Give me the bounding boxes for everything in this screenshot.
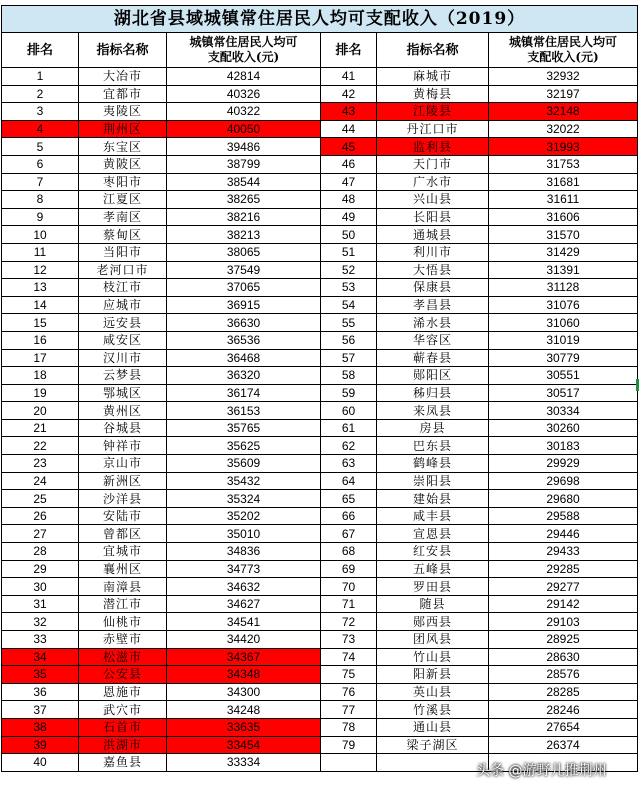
income-value-cell: 28246 bbox=[489, 701, 638, 719]
income-value-cell: 37549 bbox=[167, 261, 321, 279]
table-row bbox=[2, 701, 638, 719]
income-value-cell: 38065 bbox=[167, 243, 321, 261]
table-row bbox=[2, 314, 638, 332]
county-name-cell bbox=[377, 754, 489, 772]
income-value-cell: 40322 bbox=[167, 103, 321, 121]
table-row bbox=[2, 578, 638, 596]
county-name-cell: 英山县 bbox=[377, 683, 489, 701]
table-row bbox=[2, 296, 638, 314]
rank-cell: 75 bbox=[321, 666, 377, 684]
income-value-cell: 31993 bbox=[489, 138, 638, 156]
county-name-cell: 梁子湖区 bbox=[377, 736, 489, 754]
rank-cell: 74 bbox=[321, 648, 377, 666]
income-header-right bbox=[489, 33, 638, 68]
county-name-cell: 仙桃市 bbox=[79, 613, 167, 631]
rank-cell: 9 bbox=[2, 208, 79, 226]
table-row bbox=[2, 490, 638, 508]
income-value-cell: 31076 bbox=[489, 296, 638, 314]
income-value-cell: 36468 bbox=[167, 349, 321, 367]
table-row bbox=[2, 419, 638, 437]
rank-cell: 53 bbox=[321, 279, 377, 297]
income-value-cell: 29929 bbox=[489, 455, 638, 473]
table-row bbox=[2, 243, 638, 261]
table-row bbox=[2, 103, 638, 121]
income-value-cell: 35765 bbox=[167, 419, 321, 437]
rank-cell: 70 bbox=[321, 578, 377, 596]
county-name-cell: 洪湖市 bbox=[79, 736, 167, 754]
table-row bbox=[2, 683, 638, 701]
county-name-cell: 天门市 bbox=[377, 155, 489, 173]
rank-cell: 51 bbox=[321, 243, 377, 261]
county-name-cell: 孝南区 bbox=[79, 208, 167, 226]
table-row bbox=[2, 437, 638, 455]
county-name-cell: 新洲区 bbox=[79, 472, 167, 490]
rank-cell: 55 bbox=[321, 314, 377, 332]
rank-cell: 15 bbox=[2, 314, 79, 332]
rank-cell: 6 bbox=[2, 155, 79, 173]
county-name-cell: 当阳市 bbox=[79, 243, 167, 261]
rank-cell: 18 bbox=[2, 367, 79, 385]
county-name-cell: 丹江口市 bbox=[377, 120, 489, 138]
income-value-cell: 35010 bbox=[167, 525, 321, 543]
county-name-cell: 汉川市 bbox=[79, 349, 167, 367]
income-value-cell: 39486 bbox=[167, 138, 321, 156]
rank-cell: 38 bbox=[2, 718, 79, 736]
rank-header-right: 排名 bbox=[321, 33, 377, 68]
income-header-right-line1: 城镇常住居民人均可 bbox=[509, 35, 618, 49]
rank-cell: 32 bbox=[2, 613, 79, 631]
county-name-cell: 嘉鱼县 bbox=[79, 754, 167, 772]
rank-cell: 28 bbox=[2, 543, 79, 561]
income-value-cell: 31681 bbox=[489, 173, 638, 191]
county-name-cell: 谷城县 bbox=[79, 419, 167, 437]
income-value-cell: 34836 bbox=[167, 543, 321, 561]
county-name-cell: 房县 bbox=[377, 419, 489, 437]
income-value-cell: 31391 bbox=[489, 261, 638, 279]
county-name-cell: 松滋市 bbox=[79, 648, 167, 666]
county-name-cell: 阳新县 bbox=[377, 666, 489, 684]
rank-cell: 59 bbox=[321, 384, 377, 402]
county-name-cell: 京山市 bbox=[79, 455, 167, 473]
county-name-cell: 黄州区 bbox=[79, 402, 167, 420]
income-value-cell: 36536 bbox=[167, 331, 321, 349]
income-value-cell: 35432 bbox=[167, 472, 321, 490]
income-value-cell: 31060 bbox=[489, 314, 638, 332]
county-name-cell: 通城县 bbox=[377, 226, 489, 244]
county-name-cell: 荆州区 bbox=[79, 120, 167, 138]
table-row bbox=[2, 279, 638, 297]
rank-cell: 17 bbox=[2, 349, 79, 367]
income-value-cell: 29103 bbox=[489, 613, 638, 631]
table-row bbox=[2, 138, 638, 156]
income-value-cell: 38544 bbox=[167, 173, 321, 191]
income-header bbox=[167, 33, 321, 68]
income-value-cell: 34348 bbox=[167, 666, 321, 684]
rank-cell: 23 bbox=[2, 455, 79, 473]
rank-cell: 57 bbox=[321, 349, 377, 367]
rank-cell: 58 bbox=[321, 367, 377, 385]
rank-cell: 73 bbox=[321, 631, 377, 649]
income-value-cell: 31611 bbox=[489, 191, 638, 209]
county-name-cell: 崇阳县 bbox=[377, 472, 489, 490]
income-value-cell: 29446 bbox=[489, 525, 638, 543]
rank-cell: 47 bbox=[321, 173, 377, 191]
county-name-cell: 孝昌县 bbox=[377, 296, 489, 314]
county-name-cell: 夷陵区 bbox=[79, 103, 167, 121]
county-name-cell: 郧阳区 bbox=[377, 367, 489, 385]
income-value-cell: 33454 bbox=[167, 736, 321, 754]
county-name-cell: 蔡甸区 bbox=[79, 226, 167, 244]
rank-cell: 19 bbox=[2, 384, 79, 402]
income-value-cell: 28630 bbox=[489, 648, 638, 666]
income-value-cell: 34632 bbox=[167, 578, 321, 596]
watermark: 头条 @游野儿推荆州 bbox=[476, 763, 607, 779]
income-value-cell: 35609 bbox=[167, 455, 321, 473]
income-header-line1: 城镇常住居民人均可 bbox=[189, 35, 298, 49]
county-name-cell: 武穴市 bbox=[79, 701, 167, 719]
income-value-cell: 31753 bbox=[489, 155, 638, 173]
table-row bbox=[2, 155, 638, 173]
income-value-cell: 36174 bbox=[167, 384, 321, 402]
rank-cell: 43 bbox=[321, 103, 377, 121]
county-name-cell: 宜城市 bbox=[79, 543, 167, 561]
county-name-cell: 保康县 bbox=[377, 279, 489, 297]
rank-cell: 40 bbox=[2, 754, 79, 772]
table-row bbox=[2, 349, 638, 367]
income-value-cell: 33334 bbox=[167, 754, 321, 772]
income-value-cell: 40050 bbox=[167, 120, 321, 138]
income-value-cell: 40326 bbox=[167, 85, 321, 103]
income-value-cell: 34420 bbox=[167, 631, 321, 649]
table-row bbox=[2, 718, 638, 736]
rank-cell: 8 bbox=[2, 191, 79, 209]
income-value-cell: 37065 bbox=[167, 279, 321, 297]
rank-cell: 62 bbox=[321, 437, 377, 455]
rank-cell: 1 bbox=[2, 68, 79, 86]
income-value-cell: 35324 bbox=[167, 490, 321, 508]
rank-cell: 29 bbox=[2, 560, 79, 578]
county-name-cell: 咸安区 bbox=[79, 331, 167, 349]
county-name-cell: 利川市 bbox=[377, 243, 489, 261]
county-name-cell: 鹤峰县 bbox=[377, 455, 489, 473]
rank-cell: 11 bbox=[2, 243, 79, 261]
income-value-cell: 38216 bbox=[167, 208, 321, 226]
rank-cell: 46 bbox=[321, 155, 377, 173]
income-value-cell: 36630 bbox=[167, 314, 321, 332]
county-name-cell: 黄梅县 bbox=[377, 85, 489, 103]
income-value-cell: 27654 bbox=[489, 718, 638, 736]
county-name-cell: 长阳县 bbox=[377, 208, 489, 226]
rank-cell: 76 bbox=[321, 683, 377, 701]
county-name-cell: 随县 bbox=[377, 595, 489, 613]
table-row bbox=[2, 560, 638, 578]
rank-header: 排名 bbox=[2, 33, 79, 68]
income-header-right-line2: 支配收入(元) bbox=[527, 50, 599, 64]
income-value-cell: 28285 bbox=[489, 683, 638, 701]
table-row bbox=[2, 208, 638, 226]
income-value-cell: 32197 bbox=[489, 85, 638, 103]
county-name-cell: 大悟县 bbox=[377, 261, 489, 279]
county-name-cell: 大冶市 bbox=[79, 68, 167, 86]
rank-cell: 21 bbox=[2, 419, 79, 437]
county-name-cell: 赤壁市 bbox=[79, 631, 167, 649]
county-name-cell: 罗田县 bbox=[377, 578, 489, 596]
rank-cell: 22 bbox=[2, 437, 79, 455]
county-name-cell: 潜江市 bbox=[79, 595, 167, 613]
rank-cell: 26 bbox=[2, 507, 79, 525]
county-name-cell: 蕲春县 bbox=[377, 349, 489, 367]
rank-cell: 56 bbox=[321, 331, 377, 349]
rank-cell: 66 bbox=[321, 507, 377, 525]
income-value-cell: 31019 bbox=[489, 331, 638, 349]
county-name-cell: 枝江市 bbox=[79, 279, 167, 297]
name-header-right: 指标名称 bbox=[377, 33, 489, 68]
table-row bbox=[2, 226, 638, 244]
table-row bbox=[2, 736, 638, 754]
county-name-cell: 襄州区 bbox=[79, 560, 167, 578]
table-row bbox=[2, 507, 638, 525]
rank-cell: 48 bbox=[321, 191, 377, 209]
rank-cell: 64 bbox=[321, 472, 377, 490]
county-name-cell: 沙洋县 bbox=[79, 490, 167, 508]
income-value-cell: 29698 bbox=[489, 472, 638, 490]
county-name-cell: 云梦县 bbox=[79, 367, 167, 385]
county-name-cell: 恩施市 bbox=[79, 683, 167, 701]
income-header-line2: 支配收入(元) bbox=[207, 50, 280, 64]
table-row bbox=[2, 173, 638, 191]
rank-cell: 27 bbox=[2, 525, 79, 543]
rank-cell: 34 bbox=[2, 648, 79, 666]
income-value-cell: 29433 bbox=[489, 543, 638, 561]
county-name-cell: 枣阳市 bbox=[79, 173, 167, 191]
income-value-cell: 30260 bbox=[489, 419, 638, 437]
county-name-cell: 五峰县 bbox=[377, 560, 489, 578]
rank-cell: 36 bbox=[2, 683, 79, 701]
county-name-cell: 南漳县 bbox=[79, 578, 167, 596]
rank-cell: 24 bbox=[2, 472, 79, 490]
rank-cell: 13 bbox=[2, 279, 79, 297]
income-value-cell: 34773 bbox=[167, 560, 321, 578]
rank-cell: 25 bbox=[2, 490, 79, 508]
table-row bbox=[2, 472, 638, 490]
rank-cell: 63 bbox=[321, 455, 377, 473]
rank-cell: 31 bbox=[2, 595, 79, 613]
rank-cell: 4 bbox=[2, 120, 79, 138]
county-name-cell: 远安县 bbox=[79, 314, 167, 332]
county-name-cell: 江陵县 bbox=[377, 103, 489, 121]
county-name-cell: 公安县 bbox=[79, 666, 167, 684]
county-name-cell: 广水市 bbox=[377, 173, 489, 191]
rank-cell: 39 bbox=[2, 736, 79, 754]
rank-cell: 77 bbox=[321, 701, 377, 719]
table-row bbox=[2, 525, 638, 543]
income-value-cell: 32932 bbox=[489, 68, 638, 86]
table-row bbox=[2, 85, 638, 103]
header-row bbox=[2, 33, 638, 68]
table-row bbox=[2, 455, 638, 473]
county-name-cell: 钟祥市 bbox=[79, 437, 167, 455]
income-value-cell: 30334 bbox=[489, 402, 638, 420]
table-row bbox=[2, 666, 638, 684]
table-row bbox=[2, 595, 638, 613]
income-value-cell: 31128 bbox=[489, 279, 638, 297]
county-name-cell: 应城市 bbox=[79, 296, 167, 314]
table-row bbox=[2, 191, 638, 209]
income-value-cell: 36153 bbox=[167, 402, 321, 420]
table-row bbox=[2, 648, 638, 666]
county-name-cell: 红安县 bbox=[377, 543, 489, 561]
income-value-cell: 34541 bbox=[167, 613, 321, 631]
county-name-cell: 石首市 bbox=[79, 718, 167, 736]
income-value-cell: 38213 bbox=[167, 226, 321, 244]
rank-cell: 42 bbox=[321, 85, 377, 103]
income-value-cell: 36320 bbox=[167, 367, 321, 385]
county-name-cell: 东宝区 bbox=[79, 138, 167, 156]
county-name-cell: 鄂城区 bbox=[79, 384, 167, 402]
rank-cell: 61 bbox=[321, 419, 377, 437]
rank-cell: 10 bbox=[2, 226, 79, 244]
county-name-cell: 浠水县 bbox=[377, 314, 489, 332]
income-value-cell: 29142 bbox=[489, 595, 638, 613]
income-value-cell: 30517 bbox=[489, 384, 638, 402]
income-value-cell: 26374 bbox=[489, 736, 638, 754]
income-value-cell: 34300 bbox=[167, 683, 321, 701]
income-value-cell: 29588 bbox=[489, 507, 638, 525]
rank-cell: 52 bbox=[321, 261, 377, 279]
income-value-cell: 38265 bbox=[167, 191, 321, 209]
county-name-cell: 黄陂区 bbox=[79, 155, 167, 173]
income-value-cell: 35625 bbox=[167, 437, 321, 455]
county-name-cell: 郧西县 bbox=[377, 613, 489, 631]
income-value-cell: 31429 bbox=[489, 243, 638, 261]
county-name-cell: 曾都区 bbox=[79, 525, 167, 543]
rank-cell: 69 bbox=[321, 560, 377, 578]
county-name-cell: 老河口市 bbox=[79, 261, 167, 279]
rank-cell: 65 bbox=[321, 490, 377, 508]
income-value-cell: 28576 bbox=[489, 666, 638, 684]
rank-cell: 7 bbox=[2, 173, 79, 191]
rank-cell: 50 bbox=[321, 226, 377, 244]
income-value-cell: 42814 bbox=[167, 68, 321, 86]
county-name-cell: 江夏区 bbox=[79, 191, 167, 209]
county-name-cell: 巴东县 bbox=[377, 437, 489, 455]
rank-cell: 14 bbox=[2, 296, 79, 314]
table-row bbox=[2, 384, 638, 402]
county-name-cell: 建始县 bbox=[377, 490, 489, 508]
income-value-cell: 29285 bbox=[489, 560, 638, 578]
income-value-cell: 36915 bbox=[167, 296, 321, 314]
rank-cell: 54 bbox=[321, 296, 377, 314]
county-name-cell: 来凤县 bbox=[377, 402, 489, 420]
county-name-cell: 安陆市 bbox=[79, 507, 167, 525]
table-row bbox=[2, 68, 638, 86]
table-row bbox=[2, 613, 638, 631]
rank-cell: 49 bbox=[321, 208, 377, 226]
rank-cell: 12 bbox=[2, 261, 79, 279]
income-value-cell: 29680 bbox=[489, 490, 638, 508]
income-value-cell: 30551 bbox=[489, 367, 638, 385]
table-row bbox=[2, 261, 638, 279]
income-value-cell: 29277 bbox=[489, 578, 638, 596]
table-row bbox=[2, 543, 638, 561]
title-row bbox=[2, 6, 638, 33]
income-value-cell: 35202 bbox=[167, 507, 321, 525]
table-row bbox=[2, 331, 638, 349]
county-name-cell: 宜都市 bbox=[79, 85, 167, 103]
county-name-cell: 竹溪县 bbox=[377, 701, 489, 719]
income-value-cell: 34627 bbox=[167, 595, 321, 613]
rank-cell: 68 bbox=[321, 543, 377, 561]
county-name-cell: 团风县 bbox=[377, 631, 489, 649]
rank-cell: 37 bbox=[2, 701, 79, 719]
rank-cell: 2 bbox=[2, 85, 79, 103]
rank-cell: 30 bbox=[2, 578, 79, 596]
county-name-cell: 华容区 bbox=[377, 331, 489, 349]
rank-cell: 33 bbox=[2, 631, 79, 649]
income-value-cell: 30779 bbox=[489, 349, 638, 367]
rank-cell bbox=[321, 754, 377, 772]
rank-cell: 45 bbox=[321, 138, 377, 156]
rank-cell: 41 bbox=[321, 68, 377, 86]
county-name-cell: 竹山县 bbox=[377, 648, 489, 666]
rank-cell: 16 bbox=[2, 331, 79, 349]
county-name-cell: 通山县 bbox=[377, 718, 489, 736]
rank-cell: 79 bbox=[321, 736, 377, 754]
table-row bbox=[2, 402, 638, 420]
rank-cell: 20 bbox=[2, 402, 79, 420]
income-value-cell: 33635 bbox=[167, 718, 321, 736]
county-name-cell: 麻城市 bbox=[377, 68, 489, 86]
rank-cell: 60 bbox=[321, 402, 377, 420]
table-title: 湖北省县域城镇常住居民人均可支配收入（2019） bbox=[2, 6, 638, 33]
table-row bbox=[2, 631, 638, 649]
county-name-cell: 秭归县 bbox=[377, 384, 489, 402]
rank-cell: 67 bbox=[321, 525, 377, 543]
income-ranking-table bbox=[1, 5, 638, 772]
table-row bbox=[2, 120, 638, 138]
rank-cell: 78 bbox=[321, 718, 377, 736]
rank-cell: 71 bbox=[321, 595, 377, 613]
income-value-cell: 28925 bbox=[489, 631, 638, 649]
income-value-cell: 31570 bbox=[489, 226, 638, 244]
income-value-cell: 31606 bbox=[489, 208, 638, 226]
rank-cell: 5 bbox=[2, 138, 79, 156]
income-value-cell: 32148 bbox=[489, 103, 638, 121]
county-name-cell: 咸丰县 bbox=[377, 507, 489, 525]
county-name-cell: 监利县 bbox=[377, 138, 489, 156]
income-value-cell: 38799 bbox=[167, 155, 321, 173]
cell-selection-marker bbox=[636, 379, 639, 391]
rank-cell: 35 bbox=[2, 666, 79, 684]
income-value-cell: 34248 bbox=[167, 701, 321, 719]
income-value-cell: 34367 bbox=[167, 648, 321, 666]
name-header: 指标名称 bbox=[79, 33, 167, 68]
county-name-cell: 宣恩县 bbox=[377, 525, 489, 543]
county-name-cell: 兴山县 bbox=[377, 191, 489, 209]
rank-cell: 3 bbox=[2, 103, 79, 121]
rank-cell: 72 bbox=[321, 613, 377, 631]
income-value-cell: 32022 bbox=[489, 120, 638, 138]
income-value-cell: 30183 bbox=[489, 437, 638, 455]
rank-cell: 44 bbox=[321, 120, 377, 138]
table-row bbox=[2, 367, 638, 385]
